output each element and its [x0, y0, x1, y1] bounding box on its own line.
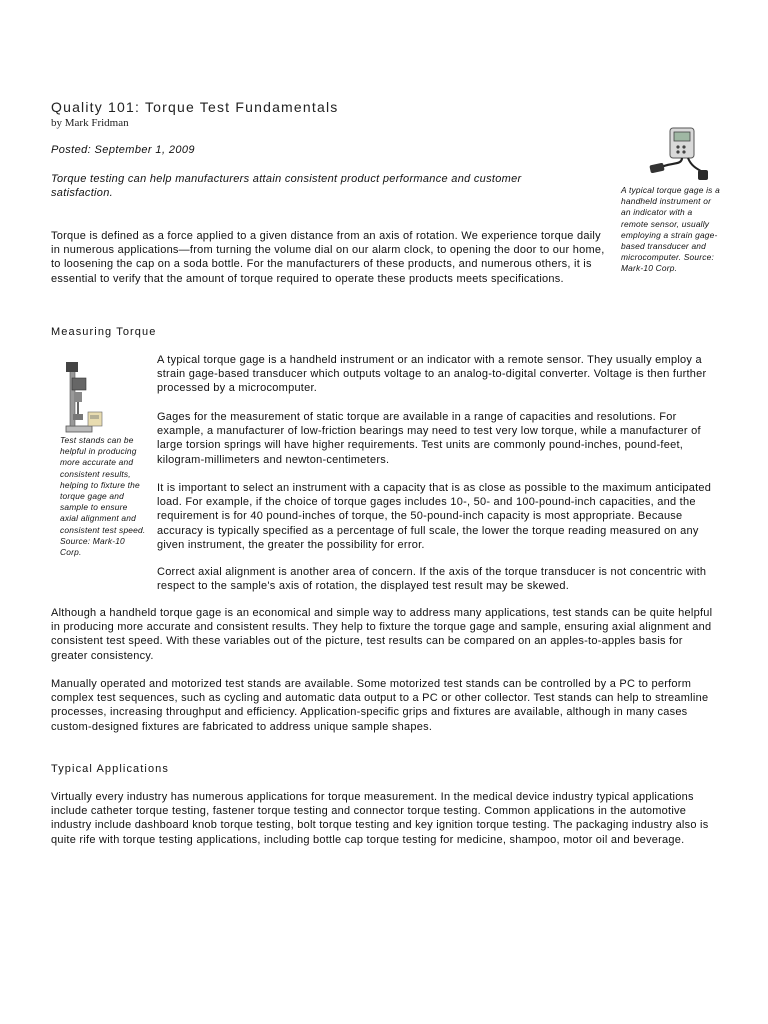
measuring-paragraph-4: Correct axial alignment is another area of concern. If the axis of the torque transducer is not concentric with respect to the sample's axis of rotation, the displayed test result may be skewed. — [157, 566, 707, 593]
test-stand-image — [60, 358, 104, 436]
article-byline: by Mark Fridman — [51, 117, 129, 129]
measuring-paragraph-5: Although a handheld torque gage is an economical and simple way to address many applications, test stands can be quite helpful in producing more accurate and consistent results. They help to fixture the torque gage and sample, ensuring axial alignment and consistent test speed. With these variables out of the picture, test results can be compared on an apples-to-apples basis for greater consistency. — [51, 607, 713, 662]
measuring-paragraph-2: Gages for the measurement of static torque are available in a range of capacities and resolutions. For example, a manufacturer of low-friction bearings may need to test very low torque, while a manufacturer of large torsion springs will have higher requirements. Test units are commonly pound-inches, pound-feet, kilogram-millimeters and newton-centimeters. — [157, 411, 701, 466]
torque-gage-image — [648, 126, 710, 182]
article-lead: Torque testing can help manufacturers attain consistent product performance and customer satisfaction. — [51, 173, 522, 199]
stand-caption: Test stands can be helpful in producing more accurate and consistent results, helping to fixture the torque gage and sample to ensure axial alignment and consistent test speed. Source: Mark-10 Corp. — [60, 435, 146, 558]
measuring-paragraph-6: Manually operated and motorized test stands are available. Some motorized test stands can be controlled by a PC to perform complex test sequences, such as cycling and automatic data output to a PC or other collector. Test stands can help to streamline processes, increasing throughput and efficiency. Application-specific grips and fixtures are available, although in many cases custom-designed fixtures are fabricated to address unique sample shapes. — [51, 678, 709, 733]
applications-paragraph: Virtually every industry has numerous applications for torque measurement. In the medical device industry typical applications include catheter torque testing, fastener torque testing and connector torque testing. Common applications in the automotive industry include dashboard knob torque testing, bolt torque testing and key ignition torque testing. The packaging industry also is quite rife with torque testing applications, including bottle cap torque testing for medicine, shampoo, motor oil and beverage. — [51, 791, 709, 846]
measuring-heading: Measuring Torque — [51, 326, 157, 338]
measuring-paragraph-3: It is important to select an instrument with a capacity that is as close as possible to the maximum anticipated load. For example, if the choice of torque gages includes 10-, 50- and 100-pound-inch capacities, and the requirement is for 40 pound-inches of torque, the 50-pound-inch capacity is most appropriate. Because accuracy is typically specified as a percentage of full scale, the lower the torque reading measured on any given instrument, the greater the possibility for error. — [157, 482, 712, 551]
posted-date: Posted: September 1, 2009 — [51, 144, 195, 156]
article-title: Quality 101: Torque Test Fundamentals — [51, 99, 339, 115]
measuring-paragraph-1: A typical torque gage is a handheld instrument or an indicator with a remote sensor. They usually employ a strain gage-based transducer which outputs voltage to an analog-to-digital converter. Voltage is then further processed by a microcomputer. — [157, 354, 707, 395]
applications-heading: Typical Applications — [51, 763, 169, 775]
intro-paragraph: Torque is defined as a force applied to a given distance from an axis of rotation. We experience torque daily in numerous applications—from turning the volume dial on our alarm clock, to opening the door to our home, to loosening the cap on a soda bottle. For the manufacturers of these products, and numerous others, it is essential to verify that the amount of torque required to operate these products meets specifications. — [51, 230, 605, 285]
gage-caption: A typical torque gage is a handheld instrument or an indicator with a remote sensor, usually employing a strain gage-based transducer and microcomputer. Source: Mark-10 Corp. — [621, 185, 720, 274]
